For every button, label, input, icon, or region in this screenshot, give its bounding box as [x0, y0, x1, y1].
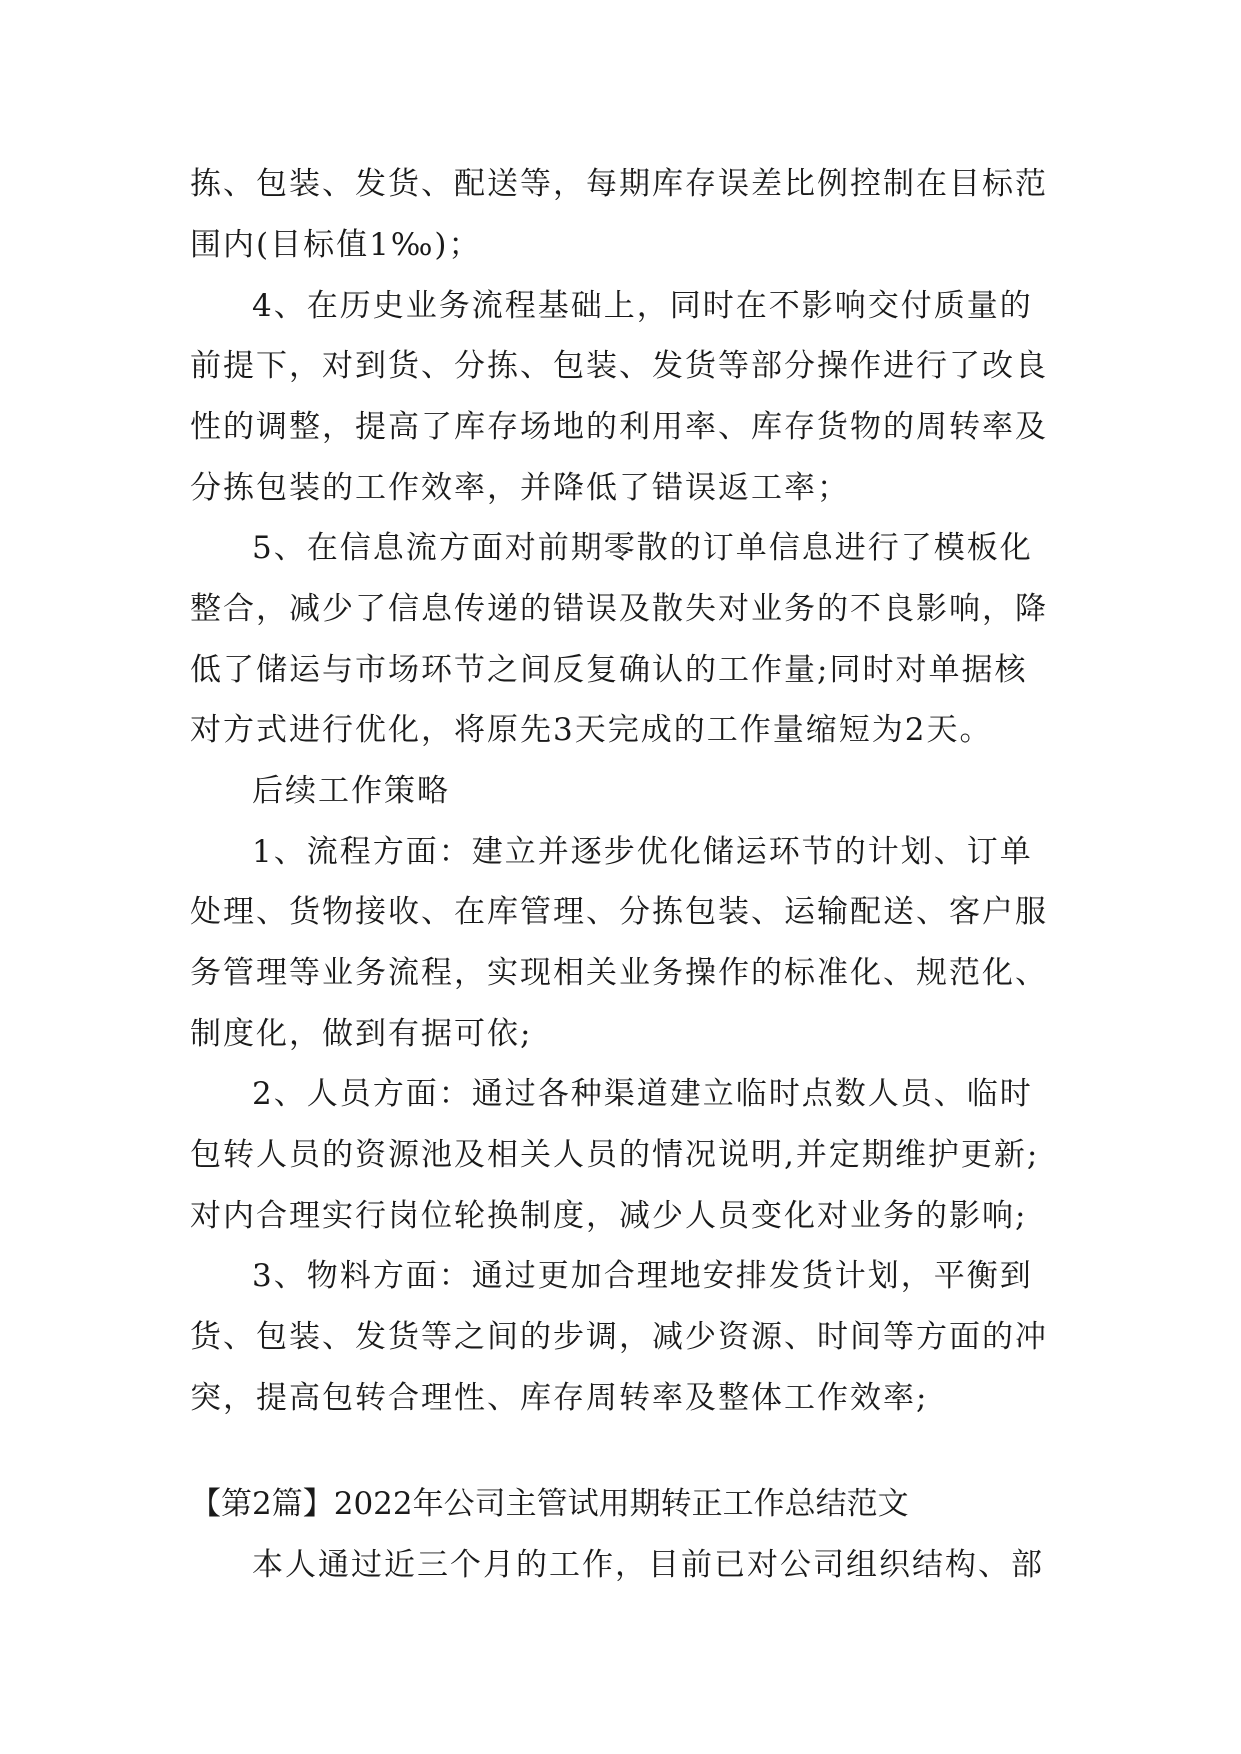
text-line: 本人通过近三个月的工作，目前已对公司组织结构、部: [252, 1547, 1044, 1583]
text-line: 4、在历史业务流程基础上，同时在不影响交付质量的: [252, 288, 1033, 324]
text-line: 整合，减少了信息传递的错误及散失对业务的不良影响，降: [190, 591, 1048, 627]
text-line: 突，提高包转合理性、库存周转率及整体工作效率;: [190, 1380, 929, 1416]
text-line: 围内(目标值1‰)；: [190, 227, 482, 263]
article-title: 【第2篇】2022年公司主管试用期转正工作总结范文: [190, 1486, 909, 1522]
text-line: 前提下，对到货、分拣、包装、发货等部分操作进行了改良: [190, 348, 1048, 384]
text-line: 5、在信息流方面对前期零散的订单信息进行了模板化: [252, 530, 1033, 566]
text-line: 货、包装、发货等之间的步调，减少资源、时间等方面的冲: [190, 1319, 1048, 1355]
text-line: 处理、货物接收、在库管理、分拣包装、运输配送、客户服: [190, 894, 1048, 930]
text-line: 拣、包装、发货、配送等，每期库存误差比例控制在目标范: [190, 166, 1048, 202]
text-line: 制度化，做到有据可依;: [190, 1016, 533, 1052]
text-line: 包转人员的资源池及相关人员的情况说明,并定期维护更新;: [190, 1137, 1040, 1173]
text-line: 3、物料方面：通过更加合理地安排发货计划，平衡到: [252, 1258, 1033, 1294]
text-line: 务管理等业务流程，实现相关业务操作的标准化、规范化、: [190, 955, 1048, 991]
text-line: 性的调整，提高了库存场地的利用率、库存货物的周转率及: [190, 409, 1048, 445]
text-line: 对方式进行优化，将原先3天完成的工作量缩短为2天。: [190, 712, 993, 748]
text-line: 2、人员方面：通过各种渠道建立临时点数人员、临时: [252, 1076, 1033, 1112]
text-line: 分拣包装的工作效率，并降低了错误返工率；: [190, 470, 850, 506]
text-line: 低了储运与市场环节之间反复确认的工作量;同时对单据核: [190, 652, 1028, 688]
section-heading: 后续工作策略: [252, 773, 450, 809]
text-line: 1、流程方面：建立并逐步优化储运环节的计划、订单: [252, 834, 1033, 870]
text-line: 对内合理实行岗位轮换制度，减少人员变化对业务的影响;: [190, 1198, 1028, 1234]
